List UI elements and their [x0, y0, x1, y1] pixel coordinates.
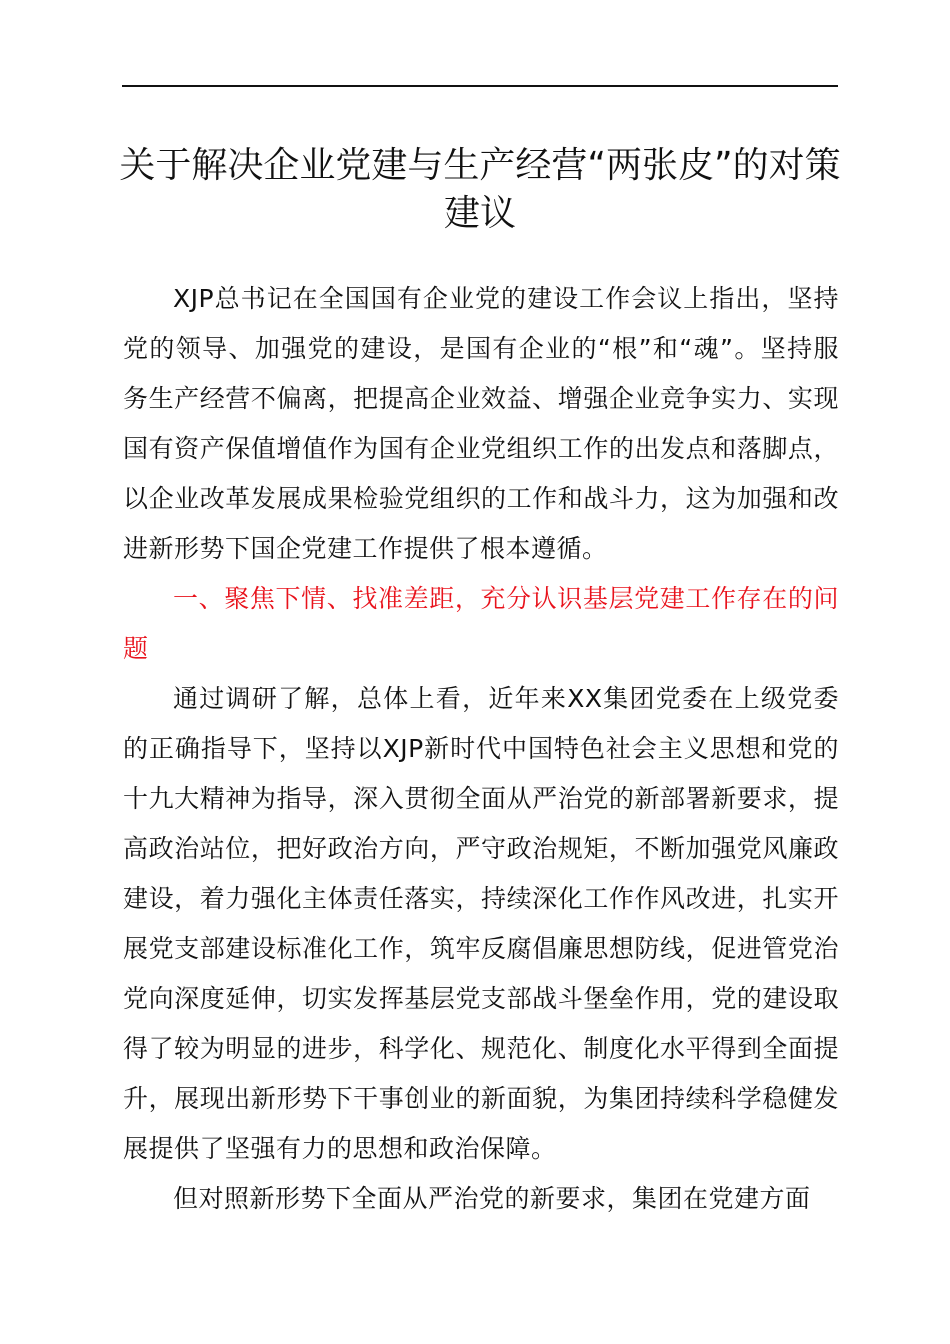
document-body [123, 274, 839, 1224]
section-heading: 一、聚焦下情、找准差距，充分认识基层党建工作存在的问题 [123, 584, 839, 663]
document-title: 关于解决企业党建与生产经营“两张皮”的对策建议 [119, 145, 841, 234]
header-rule [122, 85, 838, 87]
paragraph-survey: 通过调研了解，总体上看，近年来XX集团党委在上级党委的正确指导下，坚持以XJP新时代中国特色社会主义思想和党的十九大精神为指导，深入贯彻全面从严治党的新部署新要求，提高政治站位，把好政治方向，严守政治规矩，不断加强党风廉政建设，着力强化主体责任落实，持续深化工作作风改进，扎实开展党支部建设标准化工作，筑牢反腐倡廉思想防线，促进管党治党向深度延伸，切实发挥基层党支部战斗堡垒作用，党的建设取得了较为明显的进步，科学化、规范化、制度化水平得到全面提升，展现出新形势下干事创业的新面貌，为集团持续科学稳健发展提供了坚强有力的思想和政治保障。 [123, 684, 839, 1163]
paragraph-continuation: 但对照新形势下全面从严治党的新要求，集团在党建方面 [173, 1184, 811, 1213]
paragraph-intro: XJP总书记在全国国有企业党的建设工作会议上指出，坚持党的领导、加强党的建设，是国有企业的“根”和“魂”。坚持服务生产经营不偏离，把提高企业效益、增强企业竞争实力、实现国有资产保值增值作为国有企业党组织工作的出发点和落脚点，以企业改革发展成果检验党组织的工作和战斗力，这为加强和改进新形势下国企党建工作提供了根本遵循。 [123, 284, 839, 563]
